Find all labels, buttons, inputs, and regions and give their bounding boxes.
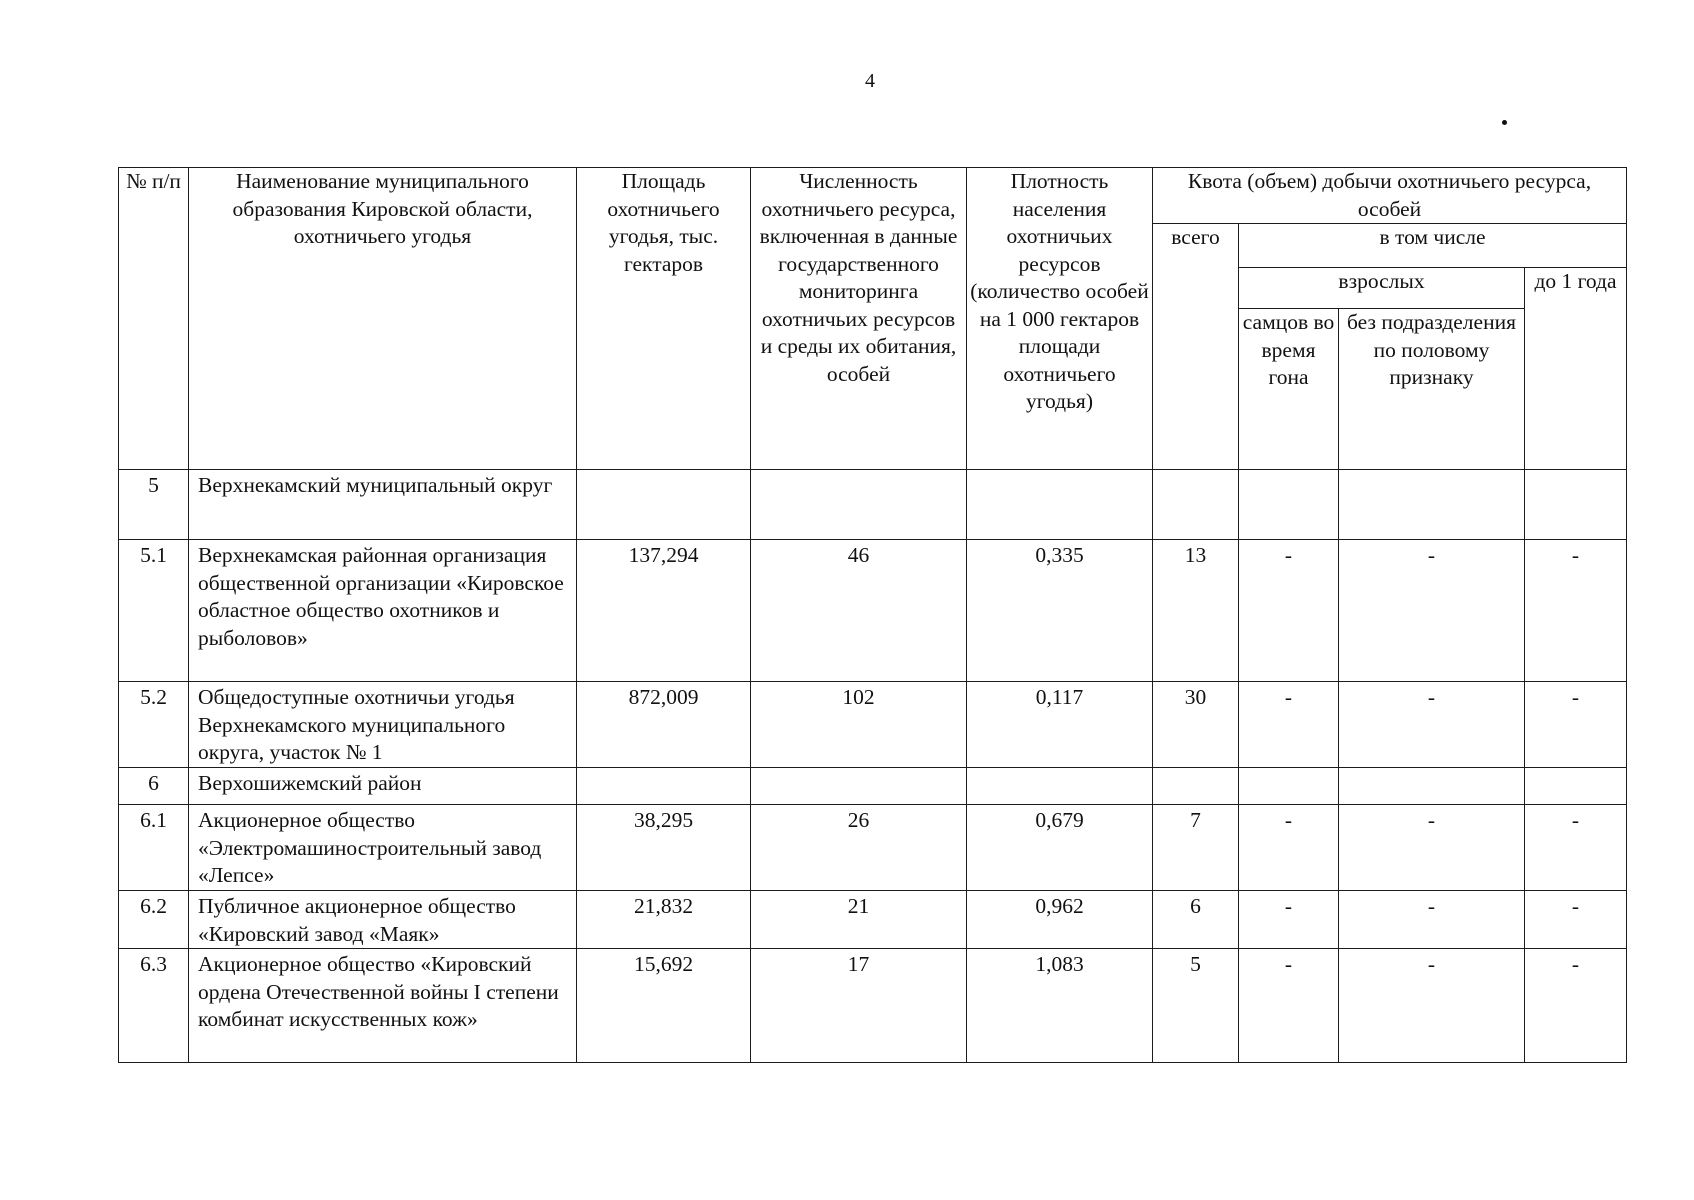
row-males: - [1239, 540, 1339, 682]
table-header [119, 168, 1627, 470]
row-total: 7 [1153, 805, 1239, 891]
row-density: 0,962 [967, 891, 1153, 949]
row-total: 30 [1153, 682, 1239, 768]
header-no-sex-division: без подразделения по половому признаку [1339, 309, 1525, 470]
header-name: Наименование муниципального образования Кировской области, охотничьего угодья [189, 168, 577, 470]
row-area [577, 470, 751, 540]
row-area [577, 768, 751, 805]
table-row [119, 768, 1627, 805]
header-quota: Квота (объем) добычи охотничьего ресурса, особей [1153, 168, 1627, 224]
row-area: 872,009 [577, 682, 751, 768]
table-row [119, 805, 1627, 891]
row-count: 46 [751, 540, 967, 682]
header-adults: взрослых [1239, 268, 1525, 309]
row-count: 17 [751, 949, 967, 1063]
row-total [1153, 768, 1239, 805]
row-number: 6.1 [119, 805, 189, 891]
row-count: 102 [751, 682, 967, 768]
row-number: 6.2 [119, 891, 189, 949]
row-name: Верхнекамский муниципальный округ [189, 470, 577, 540]
scan-speck [1502, 120, 1507, 125]
row-area: 38,295 [577, 805, 751, 891]
row-name: Публичное акционерное общество «Кировский завод «Маяк» [189, 891, 577, 949]
row-density: 0,679 [967, 805, 1153, 891]
table-row [119, 891, 1627, 949]
table-row [119, 949, 1627, 1063]
row-count [751, 768, 967, 805]
row-males [1239, 768, 1339, 805]
row-males: - [1239, 682, 1339, 768]
row-number: 6 [119, 768, 189, 805]
row-nosex: - [1339, 891, 1525, 949]
row-name: Акционерное общество «Кировский ордена Отечественной войны I степени комбинат искусственных кож» [189, 949, 577, 1063]
row-density [967, 768, 1153, 805]
row-name: Верхнекамская районная организация общественной организации «Кировское областное общество охотников и рыболовов» [189, 540, 577, 682]
row-area: 21,832 [577, 891, 751, 949]
header-including: в том числе [1239, 224, 1627, 268]
row-under1: - [1525, 540, 1627, 682]
row-number: 6.3 [119, 949, 189, 1063]
page-number: 4 [865, 70, 875, 92]
row-under1: - [1525, 682, 1627, 768]
row-nosex [1339, 470, 1525, 540]
row-nosex [1339, 768, 1525, 805]
row-under1: - [1525, 949, 1627, 1063]
row-nosex: - [1339, 949, 1525, 1063]
row-under1 [1525, 470, 1627, 540]
header-under-1-year: до 1 года [1525, 268, 1627, 470]
row-name: Верхошижемский район [189, 768, 577, 805]
row-under1: - [1525, 891, 1627, 949]
table-body [119, 470, 1627, 1063]
row-under1 [1525, 768, 1627, 805]
row-name: Акционерное общество «Электромашиностроительный завод «Лепсе» [189, 805, 577, 891]
row-number: 5.2 [119, 682, 189, 768]
row-count: 26 [751, 805, 967, 891]
row-males [1239, 470, 1339, 540]
header-males-rut: самцов во время гона [1239, 309, 1339, 470]
row-density: 0,335 [967, 540, 1153, 682]
row-density: 0,117 [967, 682, 1153, 768]
row-males: - [1239, 949, 1339, 1063]
row-area: 15,692 [577, 949, 751, 1063]
row-total [1153, 470, 1239, 540]
hunting-quota-table [118, 167, 1627, 1063]
table-row [119, 540, 1627, 682]
row-total: 6 [1153, 891, 1239, 949]
row-density: 1,083 [967, 949, 1153, 1063]
row-count [751, 470, 967, 540]
row-total: 13 [1153, 540, 1239, 682]
row-number: 5.1 [119, 540, 189, 682]
table-row [119, 682, 1627, 768]
row-count: 21 [751, 891, 967, 949]
row-males: - [1239, 891, 1339, 949]
row-males: - [1239, 805, 1339, 891]
row-area: 137,294 [577, 540, 751, 682]
header-total: всего [1153, 224, 1239, 470]
header-density: Плотность населения охотничьих ресурсов (количество особей на 1 000 гектаров площади охотничьего угодья) [967, 168, 1153, 470]
table-row [119, 470, 1627, 540]
row-name: Общедоступные охотничьи угодья Верхнекамского муниципального округа, участок № 1 [189, 682, 577, 768]
row-nosex: - [1339, 540, 1525, 682]
header-number: № п/п [119, 168, 189, 470]
row-nosex: - [1339, 805, 1525, 891]
row-density [967, 470, 1153, 540]
row-nosex: - [1339, 682, 1525, 768]
row-number: 5 [119, 470, 189, 540]
header-area: Площадь охотничьего угодья, тыс. гектаров [577, 168, 751, 470]
header-count: Численность охотничьего ресурса, включенная в данные государственного мониторинга охотничьих ресурсов и среды их обитания, особей [751, 168, 967, 470]
row-under1: - [1525, 805, 1627, 891]
row-total: 5 [1153, 949, 1239, 1063]
